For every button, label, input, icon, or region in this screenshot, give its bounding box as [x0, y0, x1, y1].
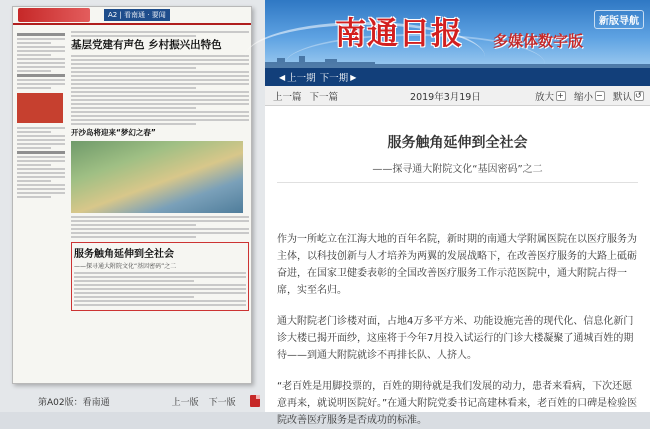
article-subtitle: ——探寻通大附院文化“基因密码”之二: [372, 164, 543, 175]
paper-right-column: [71, 29, 249, 311]
paper-headline-mid[interactable]: 开沙岛将迎来“梦幻之春”: [71, 128, 156, 137]
edition-label[interactable]: 第A02版：看南通: [38, 397, 110, 408]
header-banner: [265, 0, 650, 68]
paper-selected-article-box[interactable]: [71, 242, 249, 311]
triangle-right-icon: ▶: [350, 72, 357, 82]
zoom-in-button[interactable]: 放大 +: [535, 89, 566, 103]
article-title: 服务触角延伸到全社会: [387, 135, 528, 151]
prev-page-link[interactable]: 上一版: [171, 397, 199, 408]
reset-icon: ↺: [634, 91, 644, 101]
article-content: [265, 106, 650, 426]
article-paragraph: “老百姓是用脚投票的，百姓的期待就是我们发展的动力，患者来看病，下次还愿意再来，就说明医院好。”在通大附院党委书记高建林看来，老百姓的口碑是检验医院改善医疗服务是否成功的标准。: [277, 381, 638, 426]
paper-masthead: [13, 7, 251, 25]
version-nav-button[interactable]: 新版导航: [594, 10, 644, 29]
paper-page-tag: A2 | 看南通 · 要闻: [104, 9, 170, 21]
newspaper-page-thumbnail[interactable]: [12, 6, 252, 384]
paper-headline-main[interactable]: 基层党建有声色 乡村振兴出特色: [71, 39, 222, 51]
prev-issue-button[interactable]: ◀ 上一期: [279, 72, 316, 84]
article-body: [277, 231, 638, 429]
zoom-out-button[interactable]: 缩小 −: [574, 89, 605, 103]
reset-zoom-button[interactable]: 默认 ↺: [613, 89, 644, 103]
next-page-link[interactable]: 下一版: [208, 397, 236, 408]
brand-subtitle: 多媒体数字版: [493, 32, 584, 50]
article-toolbar: [265, 86, 650, 106]
article-paragraph: 通大附院老门诊楼对面，占地4万多平方米、功能设施完善的现代化、信息化新门诊大楼已揭开面纱，这座将于今年7月投入试运行的门诊大楼凝聚了通城百姓的期待——到通大附院就诊不再排长队、人挤人。: [277, 316, 634, 361]
page-footer-nav: [0, 390, 265, 412]
paper-headline-bottom: 服务触角延伸到全社会: [74, 249, 174, 260]
prev-article-button[interactable]: 上一篇: [273, 91, 302, 103]
paper-left-column: [17, 31, 65, 200]
newspaper-preview-pane: [0, 0, 265, 412]
article-pane: [265, 0, 650, 426]
pdf-icon[interactable]: [250, 395, 260, 407]
next-article-button[interactable]: 下一篇: [309, 91, 339, 103]
next-issue-button[interactable]: 下一期 ▶: [319, 72, 357, 84]
paper-red-graphic: [17, 93, 63, 123]
paper-caption-bottom: ——探寻通大附院文化“基因密码”之二: [74, 263, 177, 270]
issue-date: 2019年3月19日: [410, 91, 481, 103]
title-divider: [277, 182, 638, 183]
article-paragraph: 作为一所屹立在江海大地的百年名院，新时期的南通大学附属医院在以医疗服务为主体，以科技创新与人才培养为两翼的发展战略下，在改善医疗服务的大路上砥砺奋进，在国家卫健委表彰的全国改善医疗服务工作示范医院中，通大附院占得一席，实至名归。: [277, 234, 637, 296]
paper-aerial-photo: [71, 141, 243, 213]
paper-logo: [18, 8, 90, 22]
issue-nav: [265, 68, 650, 86]
zoom-out-icon: −: [595, 91, 605, 101]
brand-title: 南通日报: [335, 16, 463, 52]
triangle-left-icon: ◀: [279, 72, 286, 82]
zoom-in-icon: +: [556, 91, 566, 101]
